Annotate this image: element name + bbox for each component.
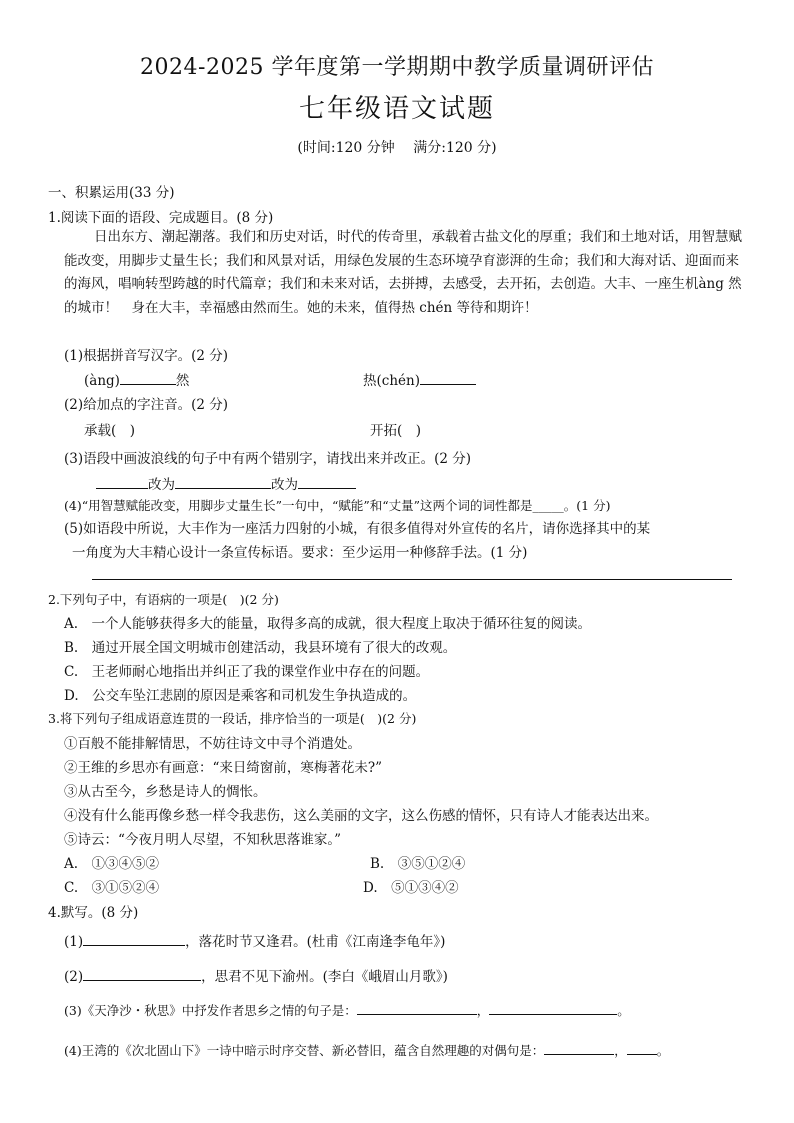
answer-blank[interactable]: [175, 474, 271, 489]
q1-sub3-answers: [96, 473, 356, 493]
period: 。: [656, 1043, 670, 1058]
q1-sub1-b: [363, 369, 476, 389]
q4-sub1-text: ，落花时节又逢君。(杜甫《江南逢李龟年》): [185, 934, 446, 950]
q1-sub1: (1)根据拼音写汉字。(2 分): [64, 348, 229, 364]
q3-option-b: B. ③⑤①②④: [370, 856, 466, 872]
section-heading: 一、积累运用(33 分): [48, 185, 175, 201]
answer-blank[interactable]: [120, 370, 176, 385]
q3-option-a: A. ①③④⑤②: [64, 856, 160, 872]
q4-sub1: [64, 930, 445, 950]
q1-sub2-a: 承载( ): [84, 423, 136, 439]
q1-sub5-line1: (5)如语段中所说，大丰作为一座活力四射的小城，有很多值得对外宣传的名片，请你选择其中的某: [64, 521, 651, 537]
q3-sentence-3: ③从古至今，乡愁是诗人的惆怅。: [64, 784, 267, 800]
answer-line[interactable]: [92, 579, 732, 580]
q2-option-c: C. 王老师耐心地指出并纠正了我的课堂作业中存在的问题。: [64, 664, 430, 680]
period: 。: [617, 1003, 630, 1018]
q4-sub1-number: (1): [64, 934, 84, 950]
separator: ，: [614, 1043, 627, 1058]
exam-title: 2024-2025 学年度第一学期期中教学质量调研评估: [140, 55, 654, 80]
answer-blank[interactable]: [489, 1000, 617, 1015]
q4-sub2-number: (2): [64, 969, 84, 985]
q1-sub5-line2: 一角度为大丰精心设计一条宣传标语。要求：至少运用一种修辞手法。(1 分): [72, 545, 528, 561]
q4-sub2-text: ，思君不见下渝州。(李白《峨眉山月歌》): [201, 969, 448, 985]
answer-blank[interactable]: [544, 1040, 614, 1055]
q1-sub1-a-pinyin: (àng): [84, 373, 120, 389]
q3-option-d: D. ⑤①③④②: [363, 880, 459, 896]
time-info: (时间:120 分钟 满分:120 分): [297, 140, 497, 156]
q2-option-d: D. 公交车坠江悲剧的原因是乘客和司机发生争执造成的。: [64, 688, 417, 704]
q2-option-a: A. 一个人能够获得多大的能量，取得多高的成就，很大程度上取决于循环往复的阅读。: [64, 616, 592, 632]
gai-label: 改为: [271, 477, 298, 493]
q1-sub3: (3)语段中画波浪线的句子中有两个错别字，请找出来并改正。(2 分): [64, 451, 472, 467]
answer-blank[interactable]: [627, 1040, 657, 1055]
gai-label: 改为: [148, 477, 175, 493]
q3-sentence-1: ①百般不能排解情思，不妨往诗文中寻个消遣处。: [64, 736, 361, 752]
q3-sentence-4: ④没有什么能再像乡愁一样令我悲伤，这么美丽的文字，这么伤感的情怀，只有诗人才能表达出来。: [64, 808, 658, 824]
q1-sub1-a-suffix: 然: [175, 373, 190, 389]
q1-sub1-a: [84, 369, 189, 389]
answer-blank[interactable]: [420, 370, 476, 385]
answer-blank[interactable]: [96, 474, 148, 489]
q1-sub4: (4)“用智慧赋能改变，用脚步丈量生长”一句中，“赋能”和“丈量”这两个词的词性都是_____。(1 分): [64, 498, 611, 513]
q2-option-b: B. 通过开展全国文明城市创建活动，我县环境有了很大的改观。: [64, 640, 457, 656]
q1-passage: 日出东方、潮起潮落。我们和历史对话，时代的传奇里，承载着古盐文化的厚重；我们和土地对话，用智慧赋能改变，用脚步丈量生长；我们和风景对话，用绿色发展的生态环境孕育澎湃的生命；我们和大海对话、迎面而来的海风，唱响转型跨越的时代篇章；我们和未来对话，去拼搏，去感受，去开拓，去创造。大丰、一座生机àng 然的城市！ 身在大丰，幸福感由然而生。她的未来，值得热 chén 等待和期许！: [64, 229, 742, 316]
answer-blank[interactable]: [83, 931, 185, 946]
q4-sub3-text: (3)《天净沙・秋思》中抒发作者思乡之情的句子是：: [64, 1003, 357, 1018]
q4-stem: 4.默写。(8 分): [48, 905, 139, 921]
q1-sub2-b: 开拓( ): [370, 423, 422, 439]
q4-sub2: [64, 965, 448, 985]
q1-sub2: (2)给加点的字注音。(2 分): [64, 397, 229, 413]
q4-sub3: [64, 1000, 630, 1019]
answer-blank[interactable]: [357, 1000, 477, 1015]
q3-sentence-5: ⑤诗云：“今夜月明人尽望，不知秋思落谁家。”: [64, 832, 342, 848]
q4-sub4-text: (4)王湾的《次北固山下》一诗中暗示时序交替、新必替旧，蕴含自然理趣的对偶句是：: [64, 1043, 545, 1058]
exam-subtitle: 七年级语文试题: [298, 94, 495, 124]
q3-sentence-2: ②王维的乡思亦有画意：“来日绮窗前，寒梅著花未?”: [64, 760, 383, 776]
q3-stem: 3.将下列句子组成语意连贯的一段话，排序恰当的一项是( )(2 分): [48, 711, 417, 726]
q1-stem: 1.阅读下面的语段、完成题目。(8 分): [48, 210, 274, 226]
q4-sub4: [64, 1040, 669, 1059]
answer-blank[interactable]: [298, 474, 356, 489]
separator: ，: [476, 1003, 490, 1018]
q2-stem: 2.下列句子中，有语病的一项是( )(2 分): [48, 592, 279, 607]
q3-option-c: C. ③①⑤②④: [64, 880, 160, 896]
q1-sub1-b-pinyin: 热(chén): [363, 373, 420, 389]
answer-blank[interactable]: [83, 966, 201, 981]
